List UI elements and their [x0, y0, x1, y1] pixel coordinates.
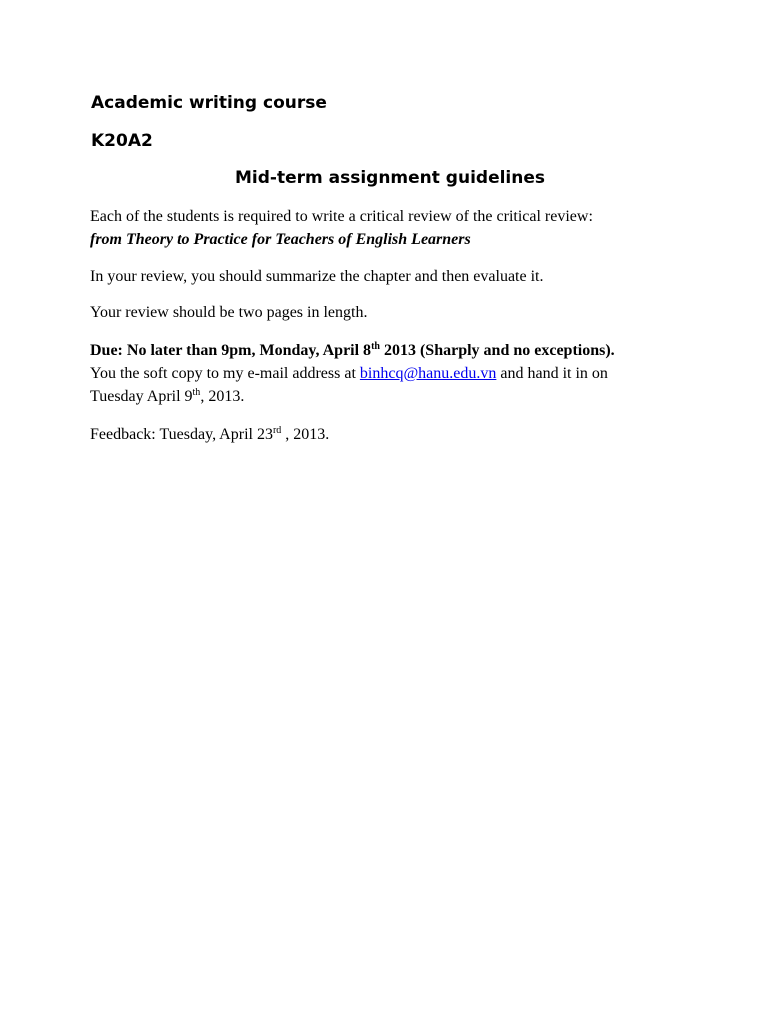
class-code: K20A2: [91, 131, 153, 151]
guidelines-title: Mid-term assignment guidelines: [234, 168, 546, 188]
due-date: Due: No later than 9pm, Monday, April 8th 2013 (Sharply and no exceptions).: [90, 341, 615, 359]
feedback-line: Feedback: Tuesday, April 23rd , 2013.: [90, 425, 330, 443]
submission-date: Tuesday April 9th, 2013.: [90, 387, 245, 405]
due-paragraph: [90, 339, 730, 408]
length-instruction: Your review should be two pages in length.: [90, 304, 368, 321]
intro-line: Each of the students is required to write a critical review of the critical review:: [90, 208, 593, 225]
intro-paragraph: [90, 205, 730, 251]
book-title: from Theory to Practice for Teachers of English Learners: [90, 231, 471, 248]
summary-instruction: In your review, you should summarize the chapter and then evaluate it.: [90, 268, 544, 285]
email-link[interactable]: binhcq@hanu.edu.vn: [359, 365, 497, 382]
course-title: Academic writing course: [91, 93, 327, 113]
submission-line: You the soft copy to my e-mail address at binhcq@hanu.edu.vn and hand it in on: [90, 365, 608, 382]
